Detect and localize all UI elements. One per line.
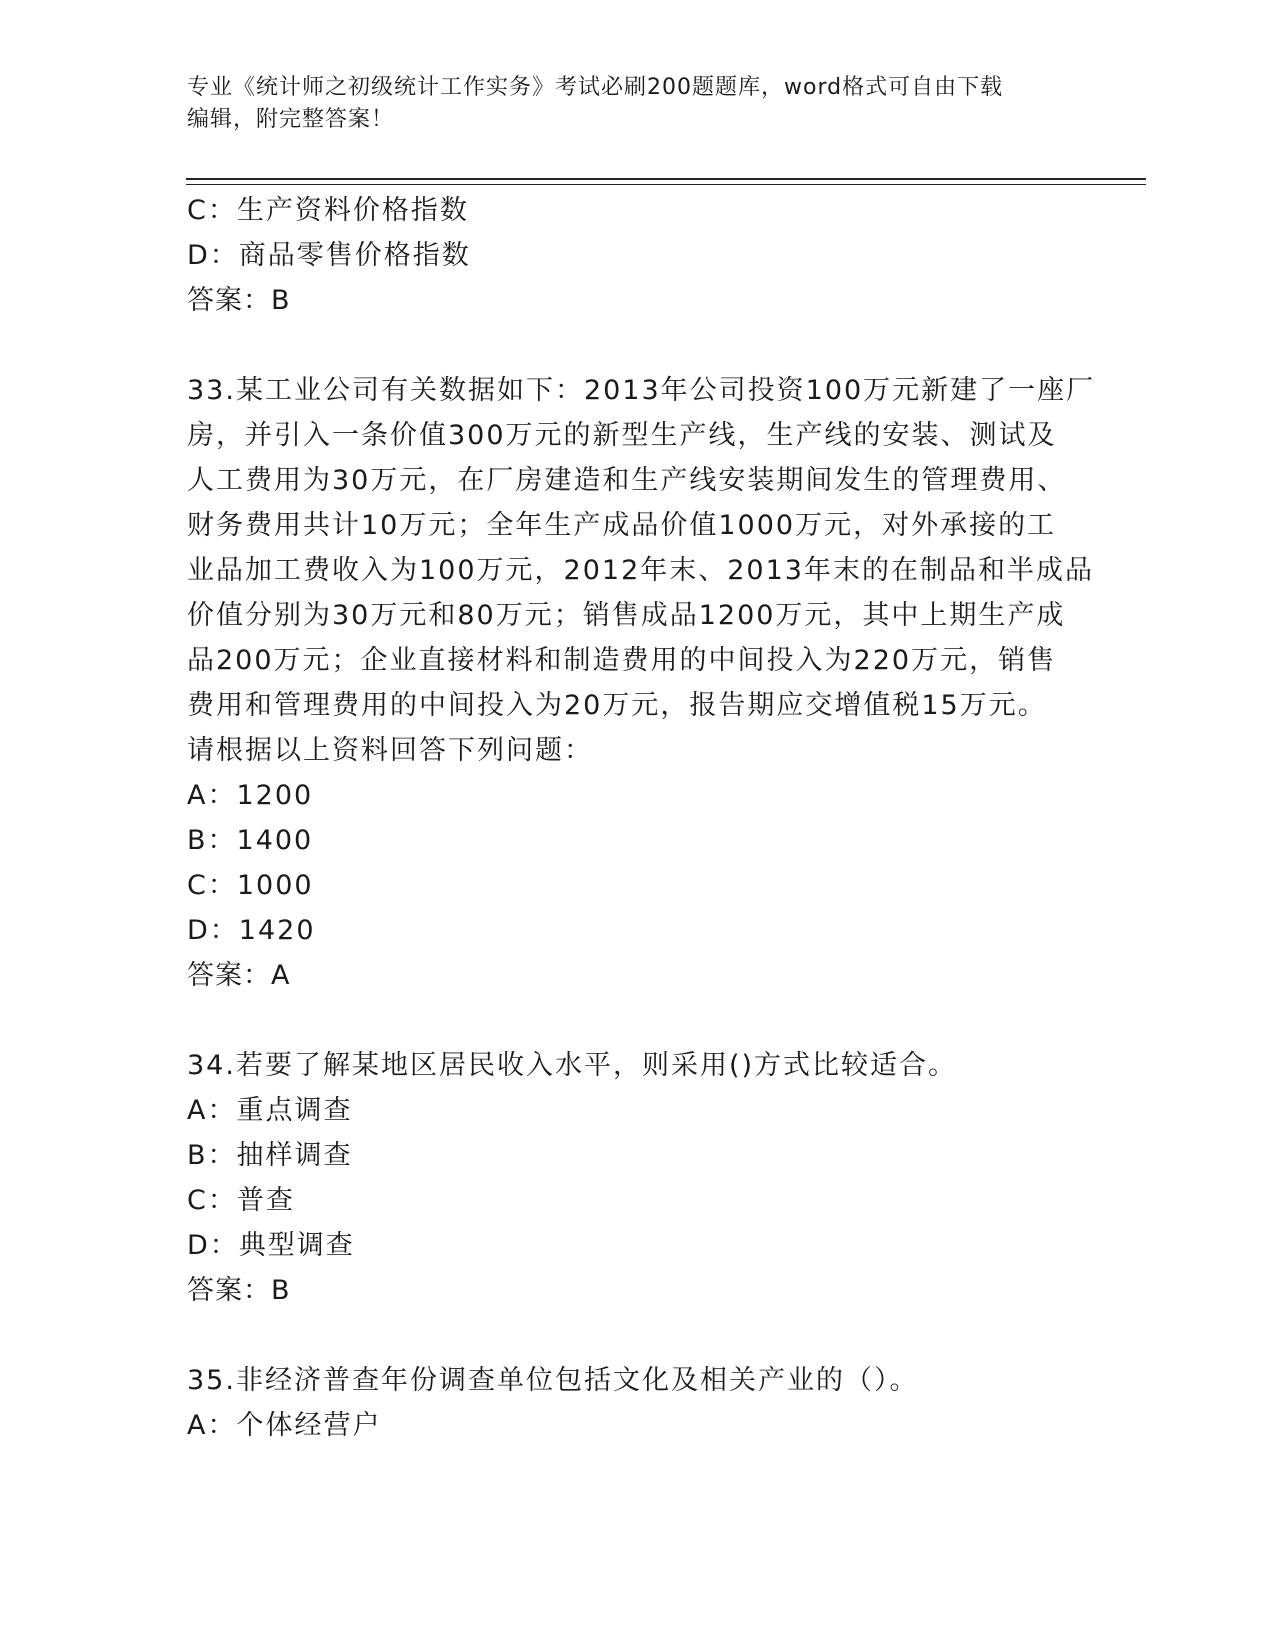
answer: 答案：B xyxy=(187,285,291,316)
header-rule-thin xyxy=(186,184,1146,185)
question-stem-line: 价值分别为30万元和80万元；销售成品1200万元，其中上期生产成 xyxy=(187,600,1066,631)
document-body xyxy=(187,188,1107,1448)
option-d: D：商品零售价格指数 xyxy=(187,240,471,271)
document-header xyxy=(187,72,1067,136)
spacer xyxy=(187,323,1107,368)
question-32-tail xyxy=(187,188,1107,323)
question-stem-line: 33.某工业公司有关数据如下：2013年公司投资100万元新建了一座厂 xyxy=(187,375,1096,406)
option-d: D：典型调查 xyxy=(187,1230,355,1261)
option-c: C：普查 xyxy=(187,1185,295,1216)
header-rule-thick xyxy=(186,178,1146,180)
question-35 xyxy=(187,1358,1107,1448)
question-stem-line: 请根据以上资料回答下列问题： xyxy=(187,735,593,766)
question-stem-line: 费用和管理费用的中间投入为20万元，报告期应交增值税15万元。 xyxy=(187,690,1047,721)
spacer xyxy=(187,998,1107,1043)
question-stem-line: 人工费用为30万元，在厂房建造和生产线安装期间发生的管理费用、 xyxy=(187,465,1067,496)
answer: 答案：A xyxy=(187,960,291,991)
option-c: C：生产资料价格指数 xyxy=(187,195,469,226)
question-33 xyxy=(187,368,1107,998)
question-stem-line: 财务费用共计10万元；全年生产成品价值1000万元，对外承接的工 xyxy=(187,510,1057,541)
option-d: D：1420 xyxy=(187,915,316,946)
question-stem-line: 业品加工费收入为100万元，2012年末、2013年末的在制品和半成品 xyxy=(187,555,1094,586)
question-34 xyxy=(187,1043,1107,1313)
option-a: A：个体经营户 xyxy=(187,1410,382,1441)
answer: 答案：B xyxy=(187,1275,291,1306)
question-stem: 35.非经济普查年份调查单位包括文化及相关产业的（）。 xyxy=(187,1365,919,1396)
question-stem: 34.若要了解某地区居民收入水平，则采用()方式比较适合。 xyxy=(187,1050,958,1081)
header-title-line-1: 专业《统计师之初级统计工作实务》考试必刷200题题库，word格式可自由下载 xyxy=(187,75,1004,100)
question-stem-line: 房，并引入一条价值300万元的新型生产线，生产线的安装、测试及 xyxy=(187,420,1057,451)
spacer xyxy=(187,1313,1107,1358)
option-b: B：抽样调查 xyxy=(187,1140,353,1171)
option-b: B：1400 xyxy=(187,825,314,856)
header-title-line-2: 编辑，附完整答案！ xyxy=(187,107,395,132)
question-stem-line: 品200万元；企业直接材料和制造费用的中间投入为220万元，销售 xyxy=(187,645,1057,676)
option-a: A：1200 xyxy=(187,780,314,811)
option-c: C：1000 xyxy=(187,870,314,901)
option-a: A：重点调查 xyxy=(187,1095,353,1126)
